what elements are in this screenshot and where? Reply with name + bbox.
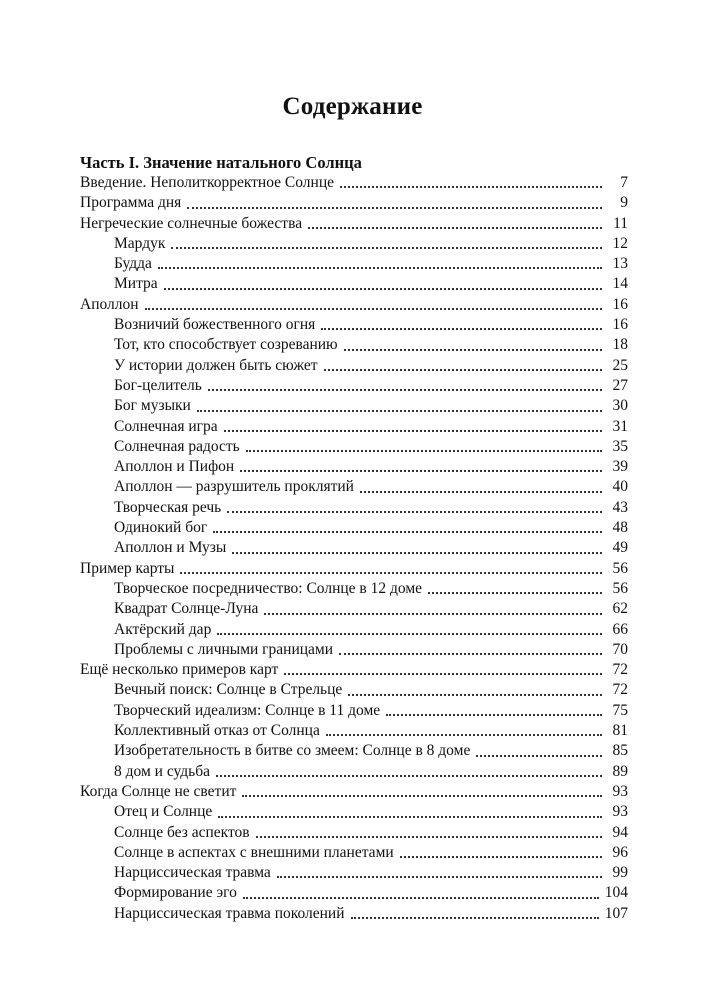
toc-entry-title: Актёрский дар [114, 620, 212, 638]
dot-leader [246, 450, 602, 452]
toc-entry-page: 18 [612, 336, 628, 354]
toc-entry-title: Аполлон и Пифон [114, 458, 235, 476]
toc-entry-page: 14 [612, 275, 628, 293]
toc-entry-title: Бог музыки [114, 397, 191, 415]
toc-entry-title: Тот, кто способствует созреванию [114, 336, 338, 354]
dot-leader [344, 349, 602, 351]
dot-leader [224, 430, 602, 432]
toc-entry-title: Солнце в аспектах с внешними планетами [114, 843, 394, 861]
toc-entry-title: Когда Солнце не светит [80, 782, 237, 800]
dot-leader [308, 227, 602, 229]
toc-entry-page: 43 [612, 498, 628, 516]
toc-entry-page: 40 [612, 478, 628, 496]
toc-entries [80, 173, 628, 924]
toc-entry-title: Мардук [114, 234, 166, 252]
dot-leader [197, 410, 602, 412]
dot-leader [158, 267, 602, 269]
toc-entry-title: Нарциссическая травма [114, 864, 271, 882]
toc-entry [80, 498, 628, 518]
toc-entry-title: Солнечная радость [114, 437, 240, 455]
toc-entry-page: 93 [612, 782, 628, 800]
toc-entry-title: Формирование эго [114, 884, 237, 902]
toc-entry-page: 9 [620, 194, 628, 212]
toc-entry [80, 823, 628, 843]
toc-entry-title: Творческая речь [114, 498, 222, 516]
toc-entry-page: 30 [612, 397, 628, 415]
dot-leader [277, 876, 602, 878]
dot-leader [321, 328, 602, 330]
toc-entry-page: 16 [612, 316, 628, 334]
toc-entry-page: 70 [612, 640, 628, 658]
toc-entry-title: Творческий идеализм: Солнце в 11 доме [114, 701, 381, 719]
toc-entry [80, 843, 628, 863]
dot-leader [256, 836, 602, 838]
toc-entry-page: 25 [612, 356, 628, 374]
dot-leader [227, 511, 602, 513]
toc-entry [80, 741, 628, 761]
dot-leader [187, 207, 602, 209]
toc-entry [80, 173, 628, 193]
toc-entry [80, 782, 628, 802]
toc-entry [80, 457, 628, 477]
toc-entry-page: 27 [612, 376, 628, 394]
toc-entry-page: 7 [620, 174, 628, 191]
dot-leader [264, 613, 602, 615]
toc-entry [80, 620, 628, 640]
toc-entry [80, 599, 628, 619]
toc-entry-title: Пример карты [80, 559, 175, 577]
toc-entry [80, 396, 628, 416]
dot-leader [240, 470, 602, 472]
toc-entry [80, 640, 628, 660]
toc-entry [80, 660, 628, 680]
toc-entry-page: 107 [604, 904, 628, 922]
dot-leader [180, 572, 602, 574]
toc-entry [80, 477, 628, 497]
toc-entry-page: 72 [612, 681, 628, 699]
toc-entry-title: Солнце без аспектов [114, 823, 250, 841]
toc-entry-title: У истории должен быть сюжет [114, 356, 318, 374]
toc-entry-title: Проблемы с личными границами [114, 640, 334, 658]
dot-leader [218, 816, 602, 818]
dot-leader [339, 653, 602, 655]
toc-entry-title: Ещё несколько примеров карт [80, 661, 279, 679]
toc-entry [80, 904, 628, 924]
toc-entry [80, 559, 628, 579]
dot-leader [164, 288, 602, 290]
toc-entry-title: Изобретательность в битве со змеем: Солнце в 8 доме [114, 742, 471, 760]
toc-entry [80, 518, 628, 538]
toc-entry-page: 94 [612, 823, 628, 841]
part-heading: Часть I. Значение натального Солнца [80, 153, 362, 172]
toc-entry [80, 762, 628, 782]
toc-entry-title: Программа дня [80, 194, 182, 212]
toc-entry-page: 56 [612, 559, 628, 577]
toc-entry-title: Возничий божественного огня [114, 316, 316, 334]
toc-entry-title: Вечный поиск: Солнце в Стрельце [114, 681, 343, 699]
dot-leader [428, 592, 602, 594]
toc-entry [80, 234, 628, 254]
toc-entry-title: Бог-целитель [114, 376, 202, 394]
toc-entry-page: 81 [612, 722, 628, 740]
toc-entry [80, 579, 628, 599]
toc-entry-page: 48 [612, 519, 628, 537]
dot-leader [326, 734, 602, 736]
dot-leader [324, 369, 602, 371]
dot-leader [145, 308, 602, 310]
toc-entry-page: 104 [604, 884, 628, 902]
toc-entry [80, 356, 628, 376]
toc-entry-page: 49 [612, 539, 628, 557]
toc-entry [80, 274, 628, 294]
dot-leader [217, 633, 602, 635]
toc-entry-title: 8 дом и судьба [114, 762, 210, 780]
toc-entry-page: 85 [612, 742, 628, 760]
toc-entry [80, 863, 628, 883]
dot-leader [208, 389, 602, 391]
toc-entry [80, 883, 628, 903]
toc-entry [80, 295, 628, 315]
dot-leader [351, 917, 599, 919]
dot-leader [360, 491, 602, 493]
toc-entry [80, 315, 628, 335]
toc-entry-title: Одинокий бог [114, 519, 208, 537]
toc-entry-title: Введение. Неполиткорректное Солнце [80, 174, 334, 191]
toc-entry [80, 802, 628, 822]
toc-entry-page: 12 [612, 234, 628, 252]
dot-leader [340, 186, 602, 188]
dot-leader [386, 714, 602, 716]
toc-entry-page: 96 [612, 843, 628, 861]
dot-leader [284, 673, 602, 675]
toc-entry-title: Будда [114, 255, 152, 273]
toc-entry-page: 93 [612, 803, 628, 821]
toc-entry-title: Квадрат Солнце-Луна [114, 600, 259, 618]
toc-entry-title: Солнечная игра [114, 417, 218, 435]
page-title: Содержание [282, 93, 423, 120]
toc-entry-page: 99 [612, 864, 628, 882]
toc-entry-title: Аполлон — разрушитель проклятий [114, 478, 354, 496]
toc-entry-page: 75 [612, 701, 628, 719]
toc-entry-title: Творческое посредничество: Солнце в 12 доме [114, 579, 423, 597]
dot-leader [171, 247, 602, 249]
toc-entry-title: Аполлон и Музы [114, 539, 227, 557]
dot-leader [400, 856, 602, 858]
toc-entry [80, 701, 628, 721]
toc-entry-title: Негреческие солнечные божества [80, 214, 303, 232]
toc-entry [80, 214, 628, 234]
toc-entry-title: Нарциссическая травма поколений [114, 904, 345, 922]
toc-entry [80, 254, 628, 274]
dot-leader [232, 552, 602, 554]
dot-leader [216, 775, 602, 777]
toc-entry [80, 376, 628, 396]
toc-entry-page: 35 [612, 437, 628, 455]
toc-entry-page: 16 [612, 295, 628, 313]
toc-entry-page: 66 [612, 620, 628, 638]
toc-entry [80, 335, 628, 355]
toc-entry [80, 538, 628, 558]
toc-entry-title: Митра [114, 275, 158, 293]
toc-entry-title: Аполлон [80, 295, 139, 313]
toc-entry-page: 89 [612, 762, 628, 780]
toc-entry-page: 56 [612, 579, 628, 597]
dot-leader [242, 795, 602, 797]
toc-entry-page: 39 [612, 458, 628, 476]
table-of-contents [80, 152, 628, 924]
toc-entry [80, 417, 628, 437]
dot-leader [213, 531, 602, 533]
toc-entry-page: 13 [612, 255, 628, 273]
dot-leader [243, 897, 599, 899]
dot-leader [476, 755, 602, 757]
toc-entry [80, 721, 628, 741]
toc-entry [80, 193, 628, 213]
toc-entry-page: 11 [613, 214, 628, 232]
toc-entry [80, 437, 628, 457]
toc-entry-page: 72 [612, 661, 628, 679]
dot-leader [348, 694, 602, 696]
toc-entry [80, 680, 628, 700]
toc-entry-page: 62 [612, 600, 628, 618]
toc-entry-title: Коллективный отказ от Солнца [114, 722, 320, 740]
toc-entry-title: Отец и Солнце [114, 803, 213, 821]
toc-entry-page: 31 [612, 417, 628, 435]
